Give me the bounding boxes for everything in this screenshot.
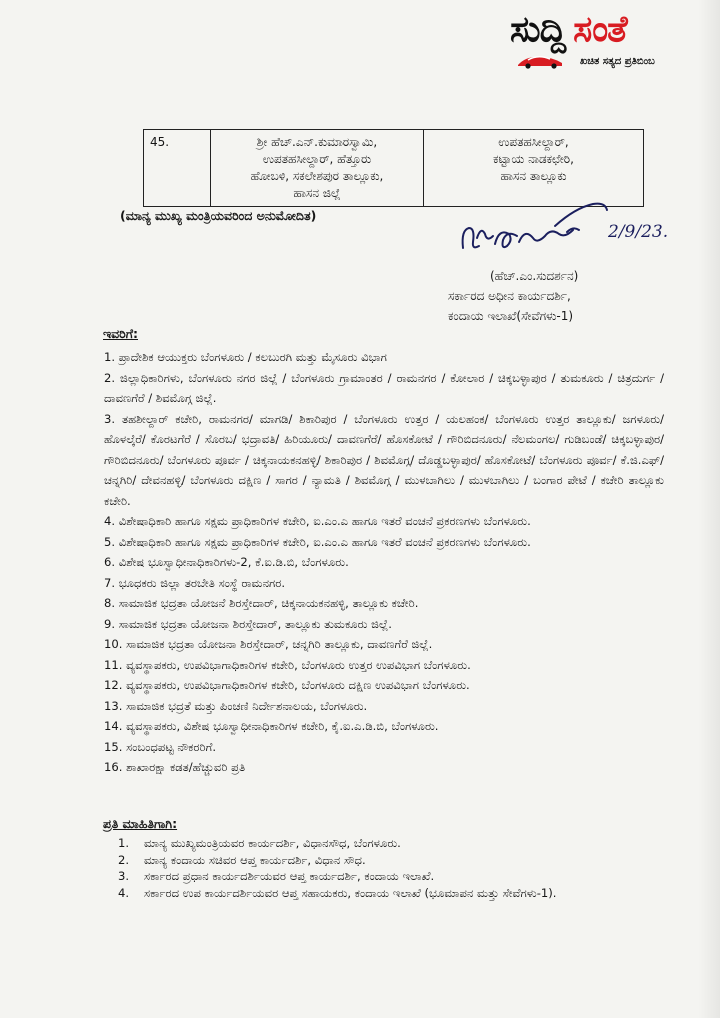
recipient-item: 12. ವ್ಯವಸ್ಥಾಪಕರು, ಉಪವಿಭಾಗಾಧಿಕಾರಿಗಳ ಕಚೇರಿ, ಬೆಂಗಳೂರು ದಕ್ಷಿಣ ಉಪವಿಭಾಗ ಬೆಂಗಳೂರು. — [104, 678, 470, 692]
logo-tagline: ಖಚಿತ ಸತ್ಯದ ಪ್ರತಿಬಿಂಬ — [580, 56, 655, 67]
copy-text: ಮಾನ್ಯ ಕಂದಾಯ ಸಚಿವರ ಆಪ್ತ ಕಾರ್ಯದರ್ಶಿ, ವಿಧಾನ ಸೌಧ. — [144, 852, 366, 867]
name-line: ಉಪತಹಸೀಲ್ದಾರ್, ಹೆತ್ತೂರು — [262, 152, 372, 166]
recipient-item: 13. ಸಾಮಾಜಿಕ ಭದ್ರತೆ ಮತ್ತು ಪಿಂಚಣಿ ನಿರ್ದೇಶನಾಲಯ, ಬೆಂಗಳೂರು. — [104, 698, 368, 713]
recipient-item: 5. ವಿಶೇಷಾಧಿಕಾರಿ ಹಾಗೂ ಸಕ್ಷಮ ಪ್ರಾಧಿಕಾರಿಗಳ ಕಚೇರಿ, ಐ.ಎಂ.ಎ ಹಾಗೂ ಇತರೆ ವಂಚನೆ ಪ್ರಕರಣಗಳು ಬೆಂಗಳೂರು. — [104, 534, 531, 549]
name-line: ಹಾಸನ ಜಿಲ್ಲೆ — [293, 186, 341, 200]
name-line: ಹೋಬಳಿ, ಸಕಲೇಶಪುರ ತಾಲ್ಲೂಕು, — [250, 169, 384, 183]
copy-item — [118, 885, 598, 902]
recipient-item: 15. ಸಂಬಂಧಪಟ್ಟ ನೌಕರರಿಗೆ. — [104, 739, 217, 754]
posting-cell — [424, 130, 644, 207]
copy-number: 4. — [118, 885, 130, 900]
copy-for-info-heading: ಪ್ರತಿ ಮಾಹಿತಿಗಾಗಿ: — [103, 816, 178, 831]
copy-list — [118, 835, 598, 901]
copy-item — [118, 852, 598, 869]
signer-designation: ಸರ್ಕಾರದ ಅಧೀನ ಕಾರ್ಯದರ್ಶಿ, — [448, 289, 571, 303]
logo-wordmark — [510, 6, 716, 54]
car-icon — [516, 52, 566, 70]
employee-name-cell — [211, 130, 424, 207]
recipient-item: 7. ಭೂಧಕರು ಜಿಲ್ಲಾ ತರಬೇತಿ ಸಂಸ್ಥೆ ರಾಮನಗರ. — [104, 575, 286, 590]
recipient-item: 10. ಸಾಮಾಜಿಕ ಭದ್ರತಾ ಯೋಜನಾ ಶಿರಸ್ತೇದಾರ್, ಚನ್ನಗಿರಿ ತಾಲ್ಲೂಕು, ದಾವಣಗೆರೆ ಜಿಲ್ಲೆ. — [104, 637, 433, 651]
handwritten-signature — [455, 198, 615, 260]
recipient-item: 1. ಪ್ರಾದೇಶಿಕ ಆಯುಕ್ತರು ಬೆಂಗಳೂರು / ಕಲಬುರಗಿ ಮತ್ತು ಮೈಸೂರು ವಿಭಾಗ — [104, 350, 387, 364]
approval-note: (ಮಾನ್ಯ ಮುಖ್ಯ ಮಂತ್ರಿಯವರಿಂದ ಅನುಮೋದಿತ) — [120, 208, 317, 223]
copy-item — [118, 868, 598, 885]
recipient-item: 6. ವಿಶೇಷ ಭೂಸ್ವಾಧೀನಾಧಿಕಾರಿಗಳು-2, ಕೆ.ಐ.ಡಿ.ಬಿ, ಬೆಂಗಳೂರು. — [104, 555, 349, 569]
post-line: ಉಪತಹಸೀಲ್ದಾರ್, — [498, 135, 569, 149]
recipients-list — [104, 347, 664, 778]
copy-text: ಸರ್ಕಾರದ ಉಪ ಕಾರ್ಯದರ್ಶಿಯವರ ಆಪ್ತ ಸಹಾಯಕರು, ಕಂದಾಯ ಇಲಾಖೆ (ಭೂಮಾಪನ ಮತ್ತು ಸೇವೆಗಳು-1). — [144, 885, 557, 900]
brand-logo — [510, 6, 716, 78]
copy-number: 3. — [118, 869, 130, 883]
scan-edge-shadow — [698, 0, 720, 1018]
logo-word-2: ಸಂತೆ — [573, 9, 627, 50]
table-row — [144, 130, 644, 207]
recipient-item: 8. ಸಾಮಾಜಿಕ ಭದ್ರತಾ ಯೋಜನೆ ಶಿರಸ್ತೇದಾರ್, ಚಿಕ್ಕನಾಯಕನಹಳ್ಳಿ, ತಾಲ್ಲೂಕು ಕಚೇರಿ. — [104, 596, 419, 610]
post-line: ಕಟ್ಟಾಯ ನಾಡಕಛೇರಿ, — [493, 152, 574, 166]
recipient-item: 2. ಜಿಲ್ಲಾಧಿಕಾರಿಗಳು, ಬೆಂಗಳೂರು ನಗರ ಜಿಲ್ಲೆ / ಬೆಂಗಳೂರು ಗ್ರಾಮಾಂತರ / ರಾಮನಗರ / ಕೋಲಾರ / ಚಿಕ್ಕಬಳ್ಳಾಪುರ / ತುಮಕೂರು / ಚಿತ್ರದುರ್ಗ / ದಾವಣಗೆರೆ / ಶಿವಮೊಗ್ಗ ಜಿಲ್ಲೆ. — [104, 370, 664, 405]
serial-number-cell: 45. — [144, 130, 211, 207]
recipient-item: 3. ತಹಶೀಲ್ದಾರ್ ಕಚೇರಿ, ರಾಮನಗರ/ ಮಾಗಡಿ/ ಶಿಕಾರಿಪುರ / ಬೆಂಗಳೂರು ಉತ್ತರ / ಯಲಹಂಕ/ ಬೆಂಗಳೂರು ಉತ್ತರ ತಾಲ್ಲೂಕು/ ಜಗಳೂರು/ ಹೊಳಲ್ಕೆರೆ/ ಕೊರಟಗೆರೆ / ಸೊರಬ/ ಭದ್ರಾವತಿ/ ಹಿರಿಯೂರು/ ದಾವಣಗೆರೆ/ ಹೊಸಕೋಟೆ / ಗೌರಿಬಿದನೂರು/ ನೆಲಮಂಗಲ/ ಗುಡಿಬಂಡೆ/ ಚಿಕ್ಕಬಳ್ಳಾಪುರ/ ಗೌರಿಬಿದನೂರು/ ಬೆಂಗಳೂರು ಪೂರ್ವ / ಚಿಕ್ಕನಾಯಕನಹಳ್ಳಿ/ ಶಿಕಾರಿಪುರ / ಶಿವಮೊಗ್ಗ/ ದೊಡ್ಡಬಳ್ಳಾಪುರ/ ಹೊಸಕೋಟೆ/ ಬೆಂಗಳೂರು ಪೂರ್ವ/ ಕೆ.ಜಿ.ಎಫ್/ ಚನ್ನಗಿರಿ/ ದೇವನಹಳ್ಳಿ/ ಬೆಂಗಳೂರು ದಕ್ಷಿಣ / ಸಾಗರ / ನ್ಯಾಮತಿ / ಶಿವಮೊಗ್ಗ / ಮುಳಬಾಗಿಲು / ಮುಳಬಾಗಿಲು / ಬಂಗಾರ ಪೇಟೆ / ಕಚೇರಿ ತಾಲ್ಲೂಕು ಕಚೇರಿ. — [104, 411, 664, 508]
signer-name: (ಹೆಚ್.ಎಂ.ಸುದರ್ಶನ) — [490, 269, 579, 283]
signature-date: 2/9/23. — [608, 222, 669, 242]
recipient-item: 14. ವ್ಯವಸ್ಥಾಪಕರು, ವಿಶೇಷ ಭೂಸ್ವಾಧೀನಾಧಿಕಾರಿಗಳ ಕಚೇರಿ, ಕೈ.ಐ.ಎ.ಡಿ.ಬಿ, ಬೆಂಗಳೂರು. — [104, 719, 439, 733]
signer-department: ಕಂದಾಯ ಇಲಾಖೆ(ಸೇವೆಗಳು-1) — [448, 309, 574, 323]
recipient-item: 4. ವಿಶೇಷಾಧಿಕಾರಿ ಹಾಗೂ ಸಕ್ಷಮ ಪ್ರಾಧಿಕಾರಿಗಳ ಕಚೇರಿ, ಐ.ಎಂ.ಎ ಹಾಗೂ ಇತರೆ ವಂಚನೆ ಪ್ರಕರಣಗಳು ಬೆಂಗಳೂರು. — [104, 514, 531, 528]
recipient-item: 16. ಶಾಖಾರಕ್ಷಾ ಕಡತ/ಹೆಚ್ಚುವರಿ ಪ್ರತಿ — [104, 760, 246, 774]
transfer-table — [143, 129, 644, 207]
signer-block — [448, 266, 578, 326]
copy-text: ಸರ್ಕಾರದ ಪ್ರಧಾನ ಕಾರ್ಯದರ್ಶಿಯವರ ಆಪ್ತ ಕಾರ್ಯದರ್ಶಿ, ಕಂದಾಯ ಇಲಾಖೆ. — [144, 869, 435, 883]
copy-number: 1. — [118, 836, 130, 850]
name-line: ಶ್ರೀ ಹೆಚ್.ಎನ್.ಕುಮಾರಸ್ವಾಮಿ, — [256, 135, 378, 149]
recipient-item: 9. ಸಾಮಾಜಿಕ ಭದ್ರತಾ ಯೋಜನಾ ಶಿರಸ್ತೇದಾರ್, ತಾಲ್ಲೂಕು ತುಮಕೂರು ಜಿಲ್ಲೆ. — [104, 616, 392, 631]
copy-text: ಮಾನ್ಯ ಮುಖ್ಯಮಂತ್ರಿಯವರ ಕಾರ್ಯದರ್ಶಿ, ವಿಧಾನಸೌಧ, ಬೆಂಗಳೂರು. — [144, 836, 401, 850]
recipients-heading: ಇವರಿಗೆ: — [103, 326, 139, 341]
copy-item — [118, 835, 598, 852]
post-line: ಹಾಸನ ತಾಲ್ಲೂಕು — [500, 169, 567, 183]
copy-number: 2. — [118, 852, 130, 867]
logo-word-1: ಸುದ್ದಿ — [510, 9, 566, 50]
recipient-item: 11. ವ್ಯವಸ್ಥಾಪಕರು, ಉಪವಿಭಾಗಾಧಿಕಾರಿಗಳ ಕಚೇರಿ, ಬೆಂಗಳೂರು ಉತ್ತರ ಉಪವಿಭಾಗ ಬೆಂಗಳೂರು. — [104, 657, 471, 672]
